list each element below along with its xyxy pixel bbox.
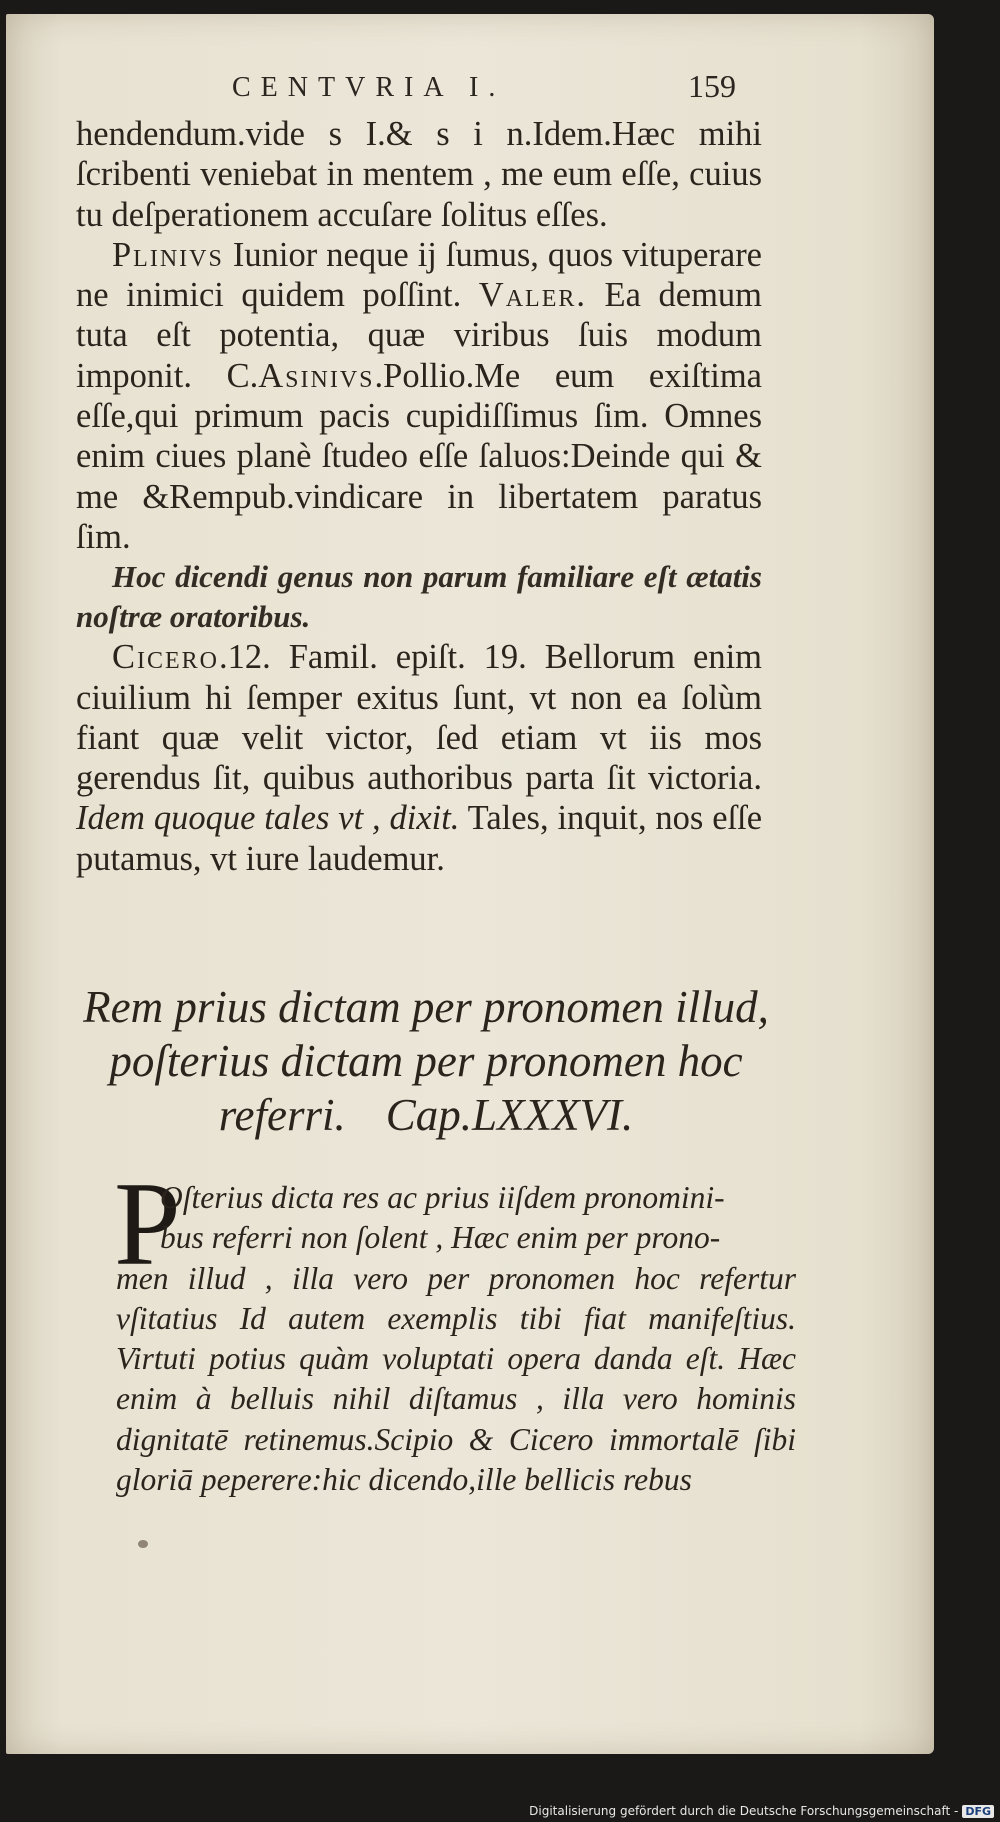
paragraph-3	[76, 637, 762, 879]
chapter-title-line-1: Rem prius dictam per pronomen illud,	[83, 982, 769, 1032]
digitization-footer	[529, 1804, 994, 1818]
drop-cap: P	[114, 1157, 181, 1290]
name-cicero: Cicero	[112, 638, 220, 677]
chapter-title-line-2: poſterius dictam per pronomen hoc	[109, 1036, 743, 1086]
main-text	[76, 114, 762, 879]
chapter-title	[76, 980, 776, 1142]
italic-rest: men illud , illa vero per pronomen hoc refertur vſitatius Id autem exemplis tibi fiat manifeſtius. Virtuti potius quàm voluptati opera danda eſt. Hæc enim à belluis nihil diſtamus , illa vero hominis dignitatē retinemus.Scipio & Cicero immortalē ſibi gloriā pepererе:hic dicendo,ille bellicis rebus	[116, 1260, 796, 1498]
chapter-number: Cap.LXXXVI.	[385, 1090, 634, 1140]
chapter-title-referri: referri.	[218, 1090, 346, 1140]
paragraph-2	[76, 235, 762, 557]
italic-comment: Hoc dicendi genus non parum familiare eſt ætatis noſtræ oratoribus.	[76, 559, 762, 635]
paragraph-2-text-b: Ea demum tuta eſt potentia, quæ viribus ſuis modum imponit. C.	[76, 276, 762, 395]
paragraph-3-italic: Idem quoque tales vt , dixit.	[76, 799, 460, 838]
chapter-title-line-3	[76, 1088, 776, 1142]
name-plinius: Plinivs	[112, 235, 224, 274]
dfg-logo-icon: DFG	[962, 1805, 994, 1818]
book-page	[6, 14, 934, 1754]
paragraph-2-text-c: .Pollio.Me eum exiſtima eſſe,qui primum pacis cupidiſſimus ſim. Omnes enim ciues planè ſtudeo eſſe ſaluos:Deinde qui & me &Rempub.vindicare in libertatem paratus ſim.	[76, 356, 762, 556]
name-valer: Valer.	[478, 276, 587, 315]
italic-section	[116, 1178, 796, 1500]
name-asinius: Asinivs	[258, 356, 375, 395]
italic-line-2: bus referri non ſolent , Hæc enim per prono-	[160, 1220, 721, 1256]
running-head: CENTVRIA I.	[232, 72, 506, 103]
page-header	[6, 68, 934, 112]
paragraph-3-text-a: .12. Famil. epiſt. 19. Bellorum enim ciuilium hi ſemper exitus ſunt, vt non ea ſolùm fiant quæ velit victor, ſed etiam vt iis mos gerendus ſit, quibus authoribus parta ſit victoria.	[76, 638, 762, 798]
paragraph-2-text-a: Iunior neque ij ſumus, quos vituperare ne inimici quidem poſſint.	[76, 235, 762, 315]
footer-text: Digitalisierung gefördert durch die Deutsche Forschungsgemeinschaft -	[529, 1804, 959, 1818]
ink-spot	[138, 1540, 148, 1548]
italic-line-1: Oſterius dicta res ac prius iiſdem pronomini-	[160, 1180, 725, 1215]
paragraph-1: hendendum.vide s I.& s i n.Idem.Hæc mihi ſcribenti veniebat in mentem , me eum eſſe, cuius tu deſperationem accuſare ſolitus eſſes.	[76, 115, 762, 234]
page-number: 159	[688, 68, 736, 104]
paragraph-3-text-b: Tales, inquit, nos eſſe putamus, vt iure laudemur.	[76, 799, 763, 878]
